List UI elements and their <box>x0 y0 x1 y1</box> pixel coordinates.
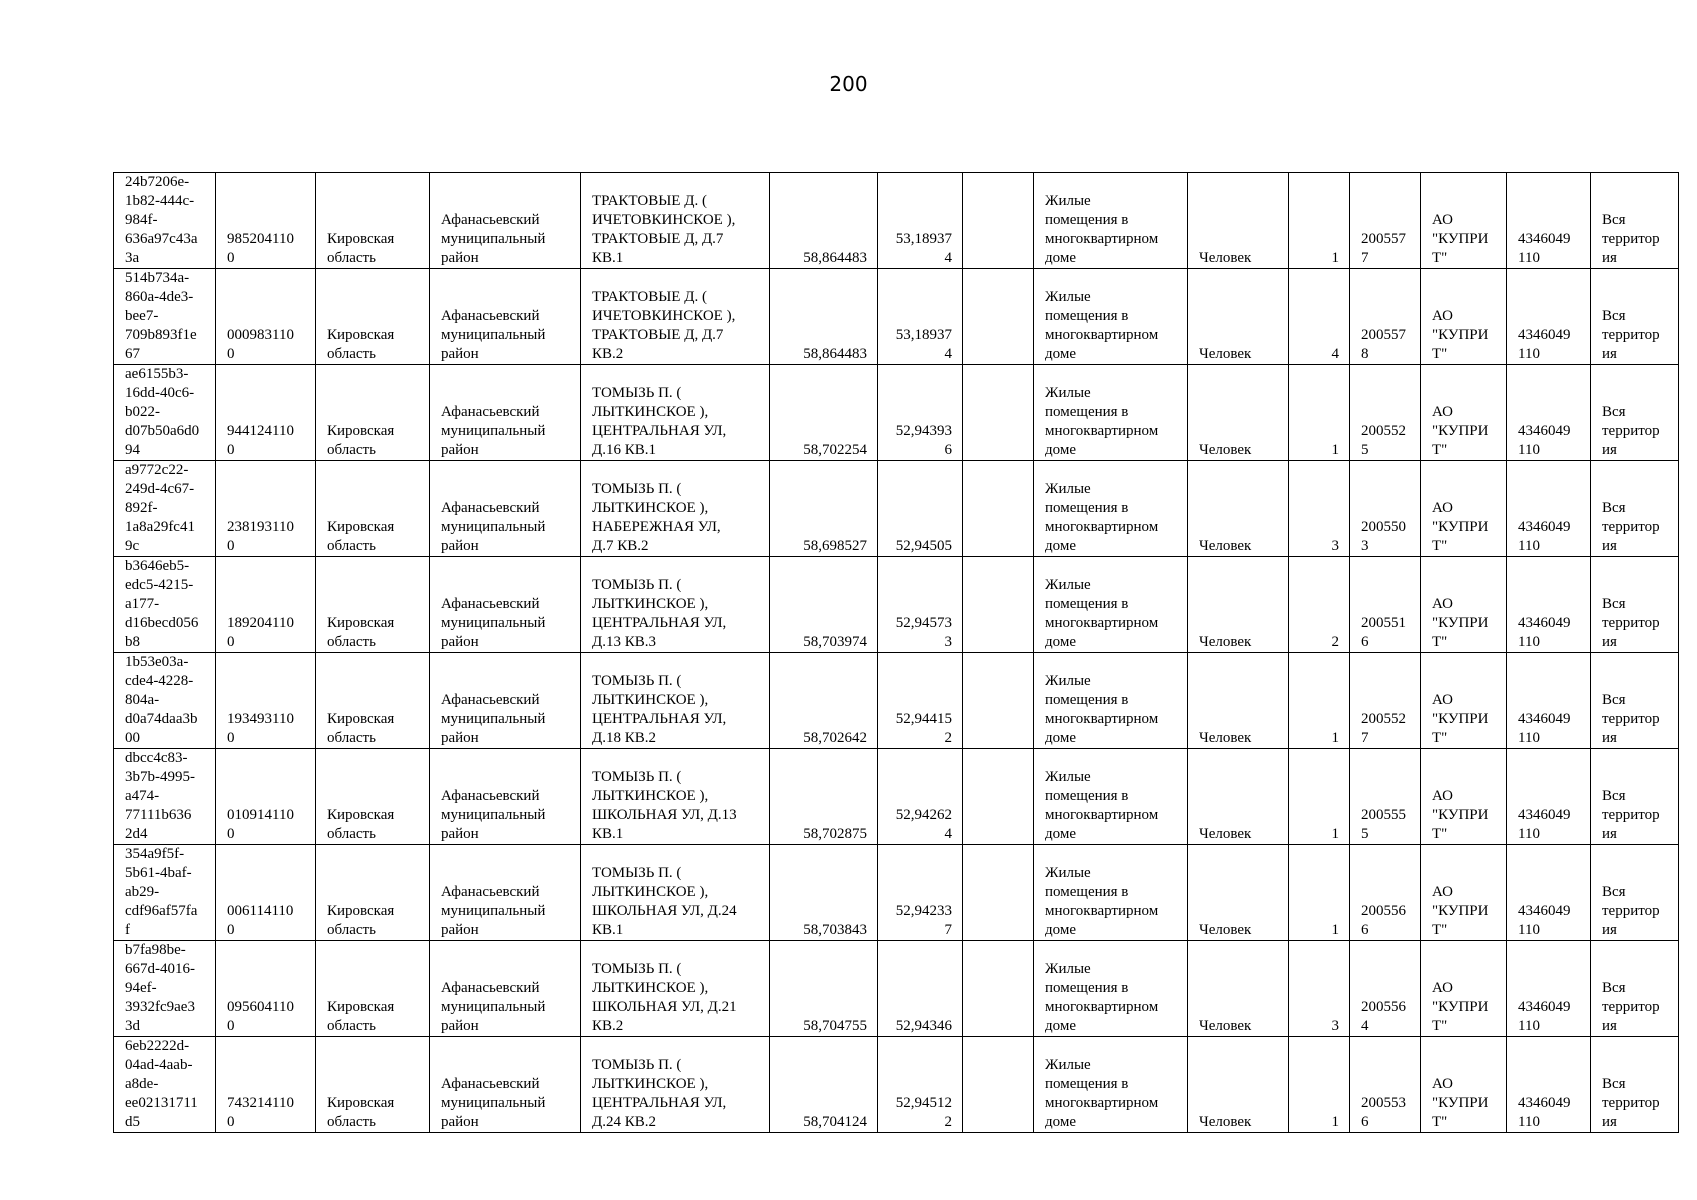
empty-cell <box>963 557 1034 653</box>
latitude-cell: 58,698527 <box>770 461 878 557</box>
empty-cell <box>963 749 1034 845</box>
unit-cell: Человек <box>1188 365 1289 461</box>
premises-type-cell: Жилые помещения в многоквартирном доме <box>1034 941 1188 1037</box>
row-id-cell: dbcc4c83- 3b7b-4995- a474- 77111b636 2d4 <box>114 749 216 845</box>
organization-cell: АО "КУПРИ Т" <box>1421 365 1507 461</box>
table-body <box>114 173 1679 1133</box>
premises-type-cell: Жилые помещения в многоквартирном доме <box>1034 269 1188 365</box>
quantity-cell: 3 <box>1289 461 1350 557</box>
territory-cell: Вся территор ия <box>1591 1037 1679 1133</box>
region-cell: Кировская область <box>316 653 430 749</box>
number-cell: 200555 5 <box>1350 749 1421 845</box>
longitude-cell: 52,94262 4 <box>878 749 963 845</box>
region-cell: Кировская область <box>316 365 430 461</box>
unit-cell: Человек <box>1188 1037 1289 1133</box>
address-cell: ТОМЫЗЬ П. ( ЛЫТКИНСКОЕ ), ШКОЛЬНАЯ УЛ, Д.13 КВ.1 <box>581 749 770 845</box>
district-cell: Афанасьевский муниципальный район <box>430 653 581 749</box>
district-cell: Афанасьевский муниципальный район <box>430 845 581 941</box>
organization-cell: АО "КУПРИ Т" <box>1421 749 1507 845</box>
organization-cell: АО "КУПРИ Т" <box>1421 173 1507 269</box>
organization-cell: АО "КУПРИ Т" <box>1421 845 1507 941</box>
territory-cell: Вся территор ия <box>1591 365 1679 461</box>
empty-cell <box>963 653 1034 749</box>
inn-cell: 4346049 110 <box>1507 557 1591 653</box>
inn-cell: 4346049 110 <box>1507 269 1591 365</box>
address-cell: ТРАКТОВЫЕ Д. ( ИЧЕТОВКИНСКОЕ ), ТРАКТОВЫЕ Д, Д.7 КВ.1 <box>581 173 770 269</box>
empty-cell <box>963 461 1034 557</box>
empty-cell <box>963 845 1034 941</box>
code-cell: 193493110 0 <box>216 653 316 749</box>
address-cell: ТРАКТОВЫЕ Д. ( ИЧЕТОВКИНСКОЕ ), ТРАКТОВЫЕ Д, Д.7 КВ.2 <box>581 269 770 365</box>
row-id-cell: 24b7206e- 1b82-444c- 984f- 636a97c43a 3a <box>114 173 216 269</box>
longitude-cell: 52,94573 3 <box>878 557 963 653</box>
row-id-cell: 514b734a- 860a-4de3- bee7- 709b893f1e 67 <box>114 269 216 365</box>
quantity-cell: 4 <box>1289 269 1350 365</box>
row-id-cell: 354a9f5f- 5b61-4baf- ab29- cdf96af57fa f <box>114 845 216 941</box>
longitude-cell: 52,94415 2 <box>878 653 963 749</box>
code-cell: 189204110 0 <box>216 557 316 653</box>
inn-cell: 4346049 110 <box>1507 365 1591 461</box>
table-row <box>114 653 1679 749</box>
region-cell: Кировская область <box>316 173 430 269</box>
number-cell: 200556 6 <box>1350 845 1421 941</box>
empty-cell <box>963 365 1034 461</box>
district-cell: Афанасьевский муниципальный район <box>430 749 581 845</box>
code-cell: 944124110 0 <box>216 365 316 461</box>
address-cell: ТОМЫЗЬ П. ( ЛЫТКИНСКОЕ ), ЦЕНТРАЛЬНАЯ УЛ, Д.13 КВ.3 <box>581 557 770 653</box>
table-row <box>114 173 1679 269</box>
latitude-cell: 58,864483 <box>770 269 878 365</box>
organization-cell: АО "КУПРИ Т" <box>1421 653 1507 749</box>
quantity-cell: 1 <box>1289 365 1350 461</box>
longitude-cell: 52,94512 2 <box>878 1037 963 1133</box>
latitude-cell: 58,703843 <box>770 845 878 941</box>
longitude-cell: 52,94505 <box>878 461 963 557</box>
empty-cell <box>963 173 1034 269</box>
table-row <box>114 269 1679 365</box>
row-id-cell: b7fa98be- 667d-4016- 94ef- 3932fc9ae3 3d <box>114 941 216 1037</box>
row-id-cell: ae6155b3- 16dd-40c6- b022- d07b50a6d0 94 <box>114 365 216 461</box>
quantity-cell: 1 <box>1289 1037 1350 1133</box>
number-cell: 200552 7 <box>1350 653 1421 749</box>
organization-cell: АО "КУПРИ Т" <box>1421 941 1507 1037</box>
organization-cell: АО "КУПРИ Т" <box>1421 557 1507 653</box>
number-cell: 200553 6 <box>1350 1037 1421 1133</box>
number-cell: 200551 6 <box>1350 557 1421 653</box>
premises-type-cell: Жилые помещения в многоквартирном доме <box>1034 845 1188 941</box>
premises-type-cell: Жилые помещения в многоквартирном доме <box>1034 461 1188 557</box>
row-id-cell: b3646eb5- edc5-4215- a177- d16becd056 b8 <box>114 557 216 653</box>
district-cell: Афанасьевский муниципальный район <box>430 1037 581 1133</box>
quantity-cell: 2 <box>1289 557 1350 653</box>
region-cell: Кировская область <box>316 269 430 365</box>
table-row <box>114 749 1679 845</box>
table-row <box>114 845 1679 941</box>
district-cell: Афанасьевский муниципальный район <box>430 461 581 557</box>
territory-cell: Вся территор ия <box>1591 557 1679 653</box>
code-cell: 238193110 0 <box>216 461 316 557</box>
region-cell: Кировская область <box>316 845 430 941</box>
unit-cell: Человек <box>1188 461 1289 557</box>
district-cell: Афанасьевский муниципальный район <box>430 941 581 1037</box>
data-table <box>113 172 1679 1133</box>
latitude-cell: 58,704755 <box>770 941 878 1037</box>
quantity-cell: 1 <box>1289 653 1350 749</box>
row-id-cell: 6eb2222d- 04ad-4aab- a8de- ee02131711 d5 <box>114 1037 216 1133</box>
latitude-cell: 58,864483 <box>770 173 878 269</box>
table-row <box>114 461 1679 557</box>
address-cell: ТОМЫЗЬ П. ( ЛЫТКИНСКОЕ ), ЦЕНТРАЛЬНАЯ УЛ, Д.18 КВ.2 <box>581 653 770 749</box>
empty-cell <box>963 1037 1034 1133</box>
inn-cell: 4346049 110 <box>1507 749 1591 845</box>
address-cell: ТОМЫЗЬ П. ( ЛЫТКИНСКОЕ ), ЦЕНТРАЛЬНАЯ УЛ, Д.16 КВ.1 <box>581 365 770 461</box>
longitude-cell: 52,94346 <box>878 941 963 1037</box>
inn-cell: 4346049 110 <box>1507 941 1591 1037</box>
address-cell: ТОМЫЗЬ П. ( ЛЫТКИНСКОЕ ), ЦЕНТРАЛЬНАЯ УЛ, Д.24 КВ.2 <box>581 1037 770 1133</box>
unit-cell: Человек <box>1188 173 1289 269</box>
table-row <box>114 1037 1679 1133</box>
table-row <box>114 557 1679 653</box>
latitude-cell: 58,704124 <box>770 1037 878 1133</box>
quantity-cell: 3 <box>1289 941 1350 1037</box>
unit-cell: Человек <box>1188 269 1289 365</box>
quantity-cell: 1 <box>1289 845 1350 941</box>
territory-cell: Вся территор ия <box>1591 941 1679 1037</box>
longitude-cell: 52,94233 7 <box>878 845 963 941</box>
code-cell: 010914110 0 <box>216 749 316 845</box>
territory-cell: Вся территор ия <box>1591 269 1679 365</box>
region-cell: Кировская область <box>316 461 430 557</box>
premises-type-cell: Жилые помещения в многоквартирном доме <box>1034 749 1188 845</box>
code-cell: 095604110 0 <box>216 941 316 1037</box>
territory-cell: Вся территор ия <box>1591 749 1679 845</box>
code-cell: 985204110 0 <box>216 173 316 269</box>
district-cell: Афанасьевский муниципальный район <box>430 269 581 365</box>
page-number: 200 <box>829 72 868 96</box>
inn-cell: 4346049 110 <box>1507 653 1591 749</box>
empty-cell <box>963 269 1034 365</box>
table-row <box>114 941 1679 1037</box>
territory-cell: Вся территор ия <box>1591 461 1679 557</box>
address-cell: ТОМЫЗЬ П. ( ЛЫТКИНСКОЕ ), ШКОЛЬНАЯ УЛ, Д.21 КВ.2 <box>581 941 770 1037</box>
unit-cell: Человек <box>1188 845 1289 941</box>
latitude-cell: 58,702642 <box>770 653 878 749</box>
number-cell: 200557 7 <box>1350 173 1421 269</box>
number-cell: 200556 4 <box>1350 941 1421 1037</box>
organization-cell: АО "КУПРИ Т" <box>1421 461 1507 557</box>
premises-type-cell: Жилые помещения в многоквартирном доме <box>1034 653 1188 749</box>
region-cell: Кировская область <box>316 1037 430 1133</box>
inn-cell: 4346049 110 <box>1507 461 1591 557</box>
number-cell: 200552 5 <box>1350 365 1421 461</box>
number-cell: 200557 8 <box>1350 269 1421 365</box>
region-cell: Кировская область <box>316 749 430 845</box>
territory-cell: Вся территор ия <box>1591 653 1679 749</box>
longitude-cell: 53,18937 4 <box>878 173 963 269</box>
table-row <box>114 365 1679 461</box>
district-cell: Афанасьевский муниципальный район <box>430 557 581 653</box>
unit-cell: Человек <box>1188 941 1289 1037</box>
unit-cell: Человек <box>1188 557 1289 653</box>
latitude-cell: 58,703974 <box>770 557 878 653</box>
empty-cell <box>963 941 1034 1037</box>
district-cell: Афанасьевский муниципальный район <box>430 173 581 269</box>
longitude-cell: 53,18937 4 <box>878 269 963 365</box>
unit-cell: Человек <box>1188 749 1289 845</box>
inn-cell: 4346049 110 <box>1507 173 1591 269</box>
premises-type-cell: Жилые помещения в многоквартирном доме <box>1034 1037 1188 1133</box>
district-cell: Афанасьевский муниципальный район <box>430 365 581 461</box>
region-cell: Кировская область <box>316 941 430 1037</box>
region-cell: Кировская область <box>316 557 430 653</box>
number-cell: 200550 3 <box>1350 461 1421 557</box>
quantity-cell: 1 <box>1289 173 1350 269</box>
address-cell: ТОМЫЗЬ П. ( ЛЫТКИНСКОЕ ), ШКОЛЬНАЯ УЛ, Д.24 КВ.1 <box>581 845 770 941</box>
code-cell: 743214110 0 <box>216 1037 316 1133</box>
inn-cell: 4346049 110 <box>1507 1037 1591 1133</box>
latitude-cell: 58,702875 <box>770 749 878 845</box>
premises-type-cell: Жилые помещения в многоквартирном доме <box>1034 557 1188 653</box>
longitude-cell: 52,94393 6 <box>878 365 963 461</box>
code-cell: 000983110 0 <box>216 269 316 365</box>
premises-type-cell: Жилые помещения в многоквартирном доме <box>1034 365 1188 461</box>
organization-cell: АО "КУПРИ Т" <box>1421 1037 1507 1133</box>
inn-cell: 4346049 110 <box>1507 845 1591 941</box>
address-cell: ТОМЫЗЬ П. ( ЛЫТКИНСКОЕ ), НАБЕРЕЖНАЯ УЛ, Д.7 КВ.2 <box>581 461 770 557</box>
territory-cell: Вся территор ия <box>1591 173 1679 269</box>
code-cell: 006114110 0 <box>216 845 316 941</box>
territory-cell: Вся территор ия <box>1591 845 1679 941</box>
unit-cell: Человек <box>1188 653 1289 749</box>
premises-type-cell: Жилые помещения в многоквартирном доме <box>1034 173 1188 269</box>
latitude-cell: 58,702254 <box>770 365 878 461</box>
quantity-cell: 1 <box>1289 749 1350 845</box>
row-id-cell: 1b53e03a- cde4-4228- 804a- d0a74daa3b 00 <box>114 653 216 749</box>
organization-cell: АО "КУПРИ Т" <box>1421 269 1507 365</box>
row-id-cell: a9772c22- 249d-4c67- 892f- 1a8a29fc41 9c <box>114 461 216 557</box>
